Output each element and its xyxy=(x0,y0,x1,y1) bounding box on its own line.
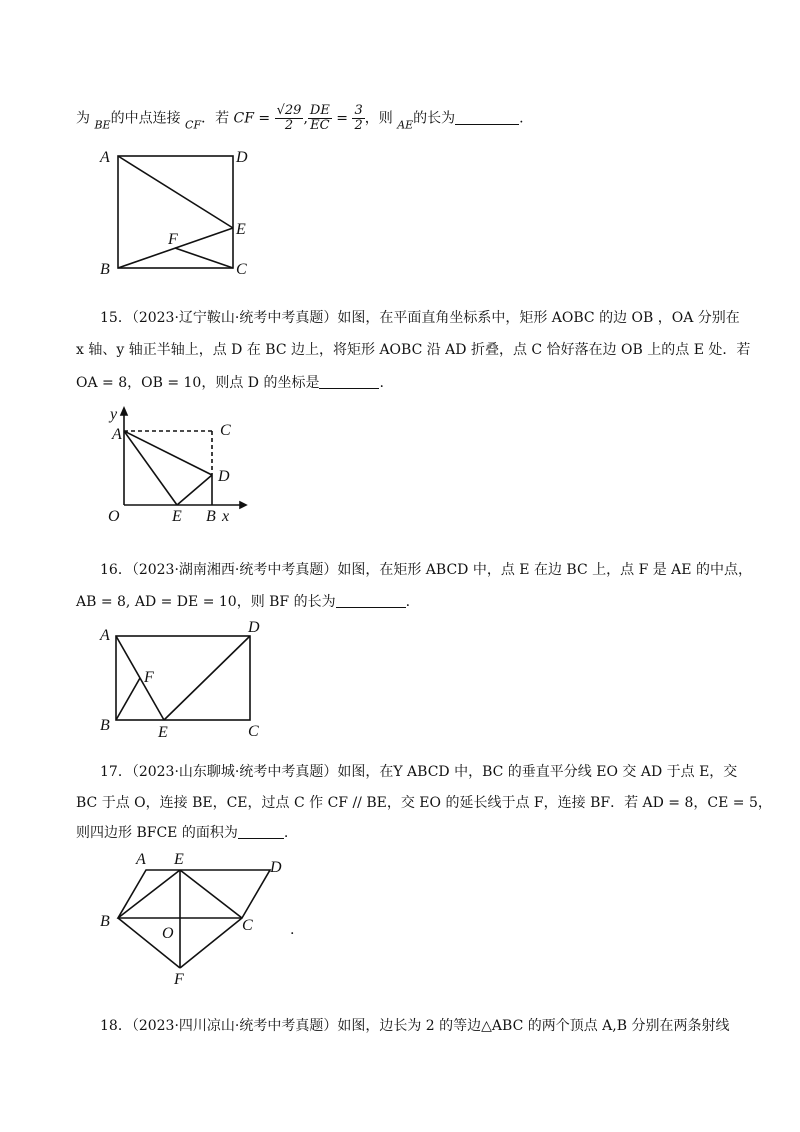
q14-then: ，则 xyxy=(364,110,393,127)
q16-label-e: E xyxy=(158,724,168,738)
q14-comma: , xyxy=(303,110,308,127)
q17-label-f: F xyxy=(174,971,184,988)
q15-line3 xyxy=(76,373,384,393)
q15-label-o: O xyxy=(108,508,120,525)
q14-label-e: E xyxy=(236,221,246,238)
q14-label-b: B xyxy=(100,261,110,278)
q14-cf-eq: CF = xyxy=(233,110,271,127)
q15-label-d: D xyxy=(218,468,230,485)
q17-label-d: D xyxy=(270,859,282,876)
q17-line3-text: 则四边形 BFCE 的面积为 xyxy=(76,825,238,841)
q14-frac-3-2: $\frac{3}{2}$ xyxy=(354,103,363,133)
q18-line1: 18．（2023·四川凉山·统考中考真题）如图，边长为 2 的等边△ABC 的两个顶点 A,B 分别在两条射线 xyxy=(100,1018,730,1034)
q14-label-f: F xyxy=(168,231,178,248)
q15-segment-ae xyxy=(124,431,177,505)
q17-end: . xyxy=(283,825,289,841)
q14-segment-fc xyxy=(175,248,233,268)
q16-figure xyxy=(96,618,276,738)
q17-segment-cf xyxy=(180,918,242,968)
q17-line3 xyxy=(76,823,288,843)
q16-line1: 16．（2023·湖南湘西·统考中考真题）如图，在矩形 ABCD 中，点 E 在边 BC 上，点 F 是 AE 的中点， xyxy=(100,562,752,578)
q15-y-arrow-icon xyxy=(121,408,127,415)
q15-line3-text: OA = 8，OB = 10，则点 D 的坐标是 xyxy=(76,375,320,391)
q14-frac-sqrt29: $\frac{√29}{2}$ xyxy=(276,103,302,133)
q15-x-arrow-icon xyxy=(240,502,246,508)
q16-label-c: C xyxy=(248,723,259,738)
q15-figure xyxy=(100,405,250,525)
q14-be: BE xyxy=(94,118,111,132)
q16-label-a: A xyxy=(100,627,110,644)
q15-answer-blank[interactable] xyxy=(319,374,379,389)
q17-label-o: O xyxy=(162,925,174,942)
q16-line2 xyxy=(76,592,410,612)
q14-cf: CF xyxy=(185,118,202,132)
q17-segment-ce xyxy=(180,870,242,918)
q14-dot: ．若 xyxy=(201,110,230,127)
q16-end: . xyxy=(405,594,411,610)
q16-label-f: F xyxy=(144,669,154,686)
q16-segment-ed xyxy=(164,636,250,720)
q15-segment-ad xyxy=(124,431,212,475)
q14-label-d: D xyxy=(236,149,248,166)
q15-end: . xyxy=(379,375,384,391)
q17-figure xyxy=(96,846,296,996)
q16-answer-blank[interactable] xyxy=(336,593,406,608)
q17-line1: 17．（2023·山东聊城·统考中考真题）如图，在Y ABCD 中，BC 的垂直平分线 EO 交 AD 于点 E，交 xyxy=(100,764,738,780)
q17-stray-dot: . xyxy=(290,922,295,938)
q14-figure xyxy=(96,144,276,284)
q17-label-b: B xyxy=(100,913,110,930)
q14-prefix: 为 xyxy=(76,110,90,127)
q17-parallelogram xyxy=(118,870,270,918)
q14-tail: 的长为 xyxy=(413,110,456,127)
q15-label-c: C xyxy=(220,422,231,439)
q14-square xyxy=(118,156,233,268)
q17-line2: BC 于点 O，连接 BE，CE，过点 C 作 CF // BE，交 EO 的延长线于点 F，连接 BF．若 AD = 8，CE = 5， xyxy=(76,795,772,811)
q16-label-d: D xyxy=(248,619,260,636)
q15-label-a: A xyxy=(112,426,122,443)
q17-label-a: A xyxy=(136,851,146,868)
q15-segment-ed xyxy=(177,475,212,505)
q17-label-c: C xyxy=(242,917,253,934)
q15-label-x: x xyxy=(222,508,230,525)
q16-label-b: B xyxy=(100,717,110,734)
q15-label-e: E xyxy=(172,508,182,525)
q17-segment-be xyxy=(118,870,180,918)
q14-label-c: C xyxy=(236,261,247,278)
q16-segment-bf xyxy=(116,678,140,720)
q17-answer-blank[interactable] xyxy=(238,824,284,839)
q14-ae: AE xyxy=(397,118,414,132)
q15-line1: 15．（2023·辽宁鞍山·统考中考真题）如图，在平面直角坐标系中，矩形 AOBC 的边 OB ，OA 分别在 xyxy=(100,310,740,326)
q16-rectangle xyxy=(116,636,250,720)
q16-line2-text: AB = 8, AD = DE = 10，则 BF 的长为 xyxy=(76,594,336,610)
q14-segment-ae xyxy=(118,156,233,228)
q15-line2: x 轴、y 轴正半轴上，点 D 在 BC 边上，将矩形 AOBC 沿 AD 折叠，点 C 恰好落在边 OB 上的点 E 处．若 xyxy=(76,342,751,358)
q14-mid: 的中点连接 xyxy=(110,110,181,127)
q15-label-y: y xyxy=(110,406,118,423)
q14-label-a: A xyxy=(100,149,110,166)
q14-answer-blank[interactable] xyxy=(455,110,519,125)
q14-eq: = xyxy=(336,110,348,127)
q17-label-e: E xyxy=(174,851,184,868)
q15-label-b: B xyxy=(206,508,216,525)
q14-end: . xyxy=(519,110,524,127)
q14-text xyxy=(76,104,524,136)
q14-frac-de-ec: $\frac{DE}{EC}$ xyxy=(309,103,330,133)
